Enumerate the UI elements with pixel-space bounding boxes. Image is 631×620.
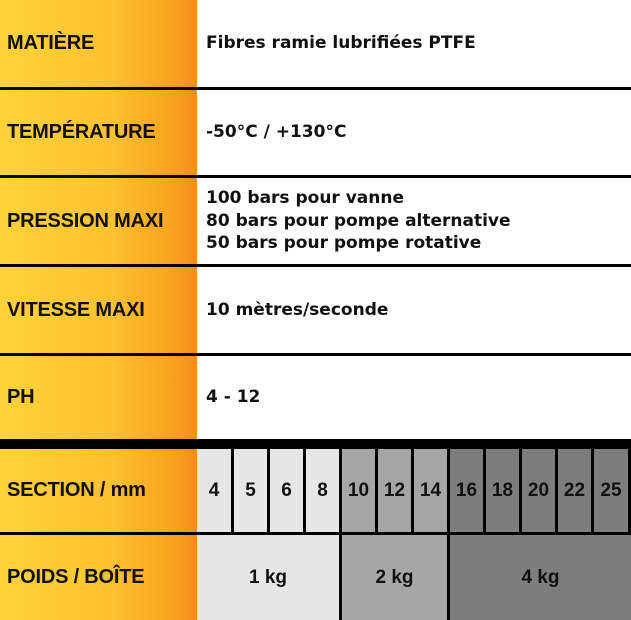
spec-row-material xyxy=(0,0,631,87)
section-cell: 22 xyxy=(558,449,591,532)
spec-value-temperature xyxy=(197,90,631,175)
section-row xyxy=(0,449,631,532)
weight-cells xyxy=(197,535,631,620)
spec-label-material: MATIÈRE xyxy=(0,0,197,87)
spec-value-line: Fibres ramie lubrifiées PTFE xyxy=(206,33,476,54)
spec-value-line: 100 bars pour vanne xyxy=(206,188,405,209)
spec-row-pressure xyxy=(0,178,631,264)
section-cell: 16 xyxy=(450,449,483,532)
spec-row-speed xyxy=(0,267,631,353)
section-label: SECTION / mm xyxy=(0,449,197,532)
section-cell: 20 xyxy=(522,449,555,532)
spec-value-line: 10 mètres/seconde xyxy=(206,299,389,320)
spec-value-speed xyxy=(197,267,631,353)
spec-label-ph: PH xyxy=(0,356,197,439)
spec-value-line: 4 - 12 xyxy=(206,387,261,408)
spec-value-pressure xyxy=(197,178,631,264)
section-cells xyxy=(197,449,631,532)
spec-value-line: -50°C / +130°C xyxy=(206,122,347,143)
spec-label-speed: VITESSE MAXI xyxy=(0,267,197,353)
section-cell: 5 xyxy=(234,449,267,532)
spec-row-temperature xyxy=(0,90,631,175)
section-cell: 25 xyxy=(594,449,628,532)
spec-value-material xyxy=(197,0,631,87)
spec-label-temperature: TEMPÉRATURE xyxy=(0,90,197,175)
section-cell: 12 xyxy=(378,449,411,532)
section-cell: 8 xyxy=(306,449,339,532)
section-cell: 4 xyxy=(197,449,231,532)
section-cell: 10 xyxy=(342,449,375,532)
section-cell: 18 xyxy=(486,449,519,532)
spec-value-ph xyxy=(197,356,631,439)
spec-value-line: 50 bars pour pompe rotative xyxy=(206,233,482,254)
weight-cell-small: 1 kg xyxy=(197,535,339,620)
spec-row-ph xyxy=(0,356,631,439)
weight-label: POIDS / BOÎTE xyxy=(0,535,197,620)
weight-cell-large: 4 kg xyxy=(450,535,631,620)
weight-row xyxy=(0,535,631,620)
section-cell: 14 xyxy=(414,449,447,532)
section-cell: 6 xyxy=(270,449,303,532)
spec-value-line: 80 bars pour pompe alternative xyxy=(206,210,511,231)
weight-cell-medium: 2 kg xyxy=(342,535,447,620)
spec-label-pressure: PRESSION MAXI xyxy=(0,178,197,264)
